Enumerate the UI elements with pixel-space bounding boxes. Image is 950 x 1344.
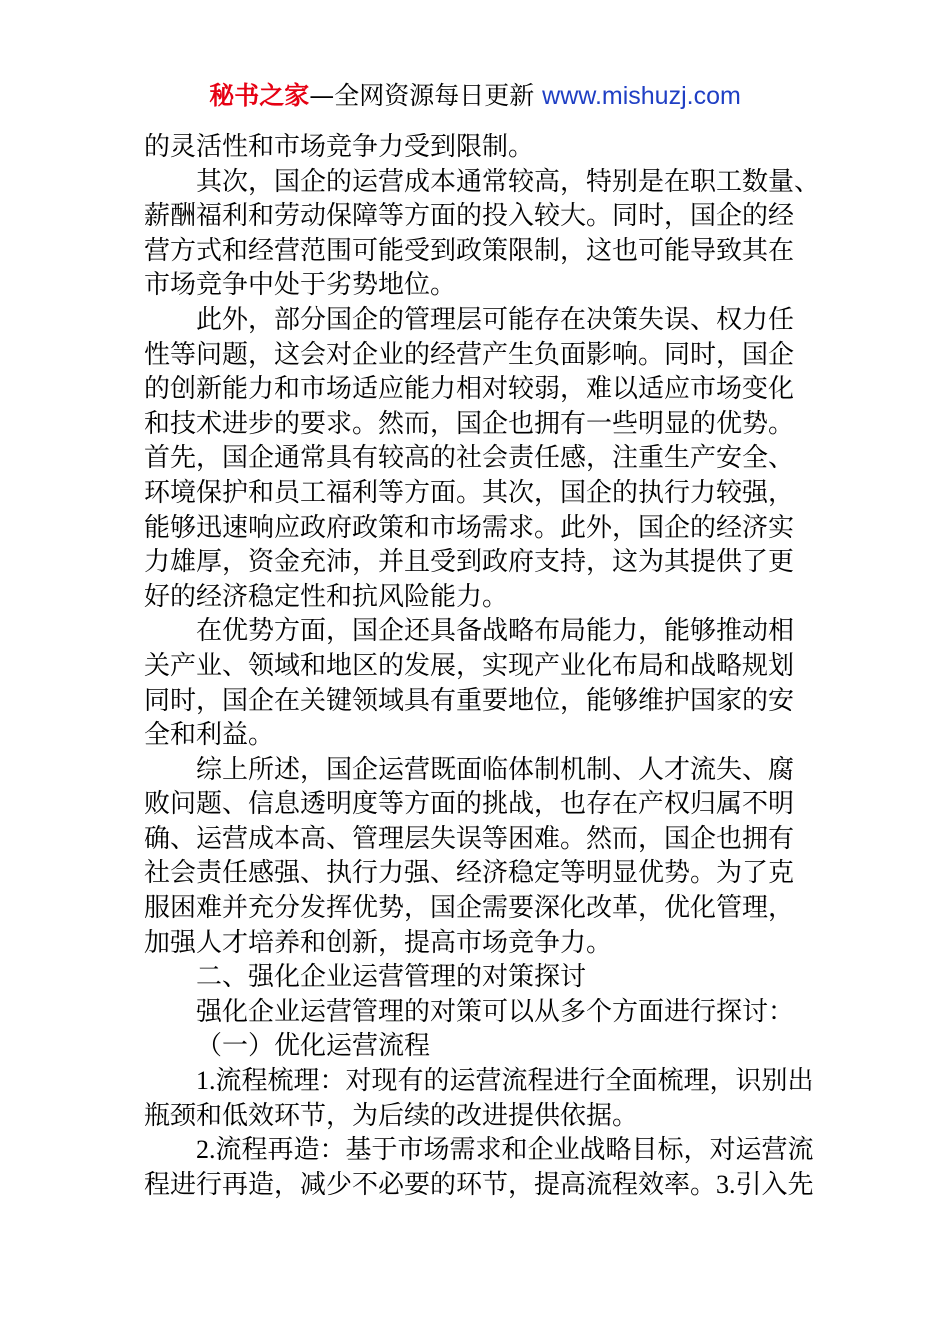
text-line: 薪酬福利和劳动保障等方面的投入较大。同时，国企的经 bbox=[144, 201, 795, 232]
text-line: 综上所述，国企运营既面临体制机制、人才流失、腐 bbox=[196, 754, 795, 785]
text-line: 首先，国企通常具有较高的社会责任感，注重生产安全、 bbox=[144, 443, 795, 474]
text-line: 全和利益。 bbox=[144, 720, 275, 751]
text-line: 败问题、信息透明度等方面的挑战，也存在产权归属不明 bbox=[144, 789, 795, 820]
text-line: 服困难并充分发挥优势，国企需要深化改革，优化管理， bbox=[144, 893, 795, 924]
text-line: 力雄厚，资金充沛，并且受到政府支持，这为其提供了更 bbox=[144, 547, 795, 578]
site-url-link[interactable]: www.mishuzj.com bbox=[542, 82, 741, 110]
site-header bbox=[0, 78, 950, 114]
item-text: 程进行再造，减少不必要的环节，提高流程效率。 bbox=[144, 1169, 717, 1200]
subsection-heading: （一）优化运营流程 bbox=[196, 1031, 431, 1062]
text-line: 瓶颈和低效环节，为后续的改进提供依据。 bbox=[144, 1100, 639, 1131]
document-body bbox=[144, 130, 821, 1202]
item-number: 3. bbox=[716, 1169, 736, 1199]
text-line: 环境保护和员工福利等方面。其次，国企的执行力较强， bbox=[144, 477, 795, 508]
text-line: 好的经济稳定性和抗风险能力。 bbox=[144, 581, 509, 612]
text-line: 加强人才培养和创新，提高市场竞争力。 bbox=[144, 927, 613, 958]
text-line: 关产业、领域和地区的发展，实现产业化布局和战略规划 bbox=[144, 650, 795, 681]
item-number: 2. bbox=[196, 1135, 216, 1165]
text-line: 性等问题，这会对企业的经营产生负面影响。同时，国企 bbox=[144, 339, 795, 370]
text-line: 同时，国企在关键领域具有重要地位，能够维护国家的安 bbox=[144, 685, 795, 716]
text-line: 其次，国企的运营成本通常较高，特别是在职工数量、 bbox=[196, 166, 821, 197]
text-line: 强化企业运营管理的对策可以从多个方面进行探讨： bbox=[196, 996, 795, 1027]
text-line bbox=[144, 1168, 816, 1203]
brand-name: 秘书之家 bbox=[209, 81, 310, 110]
text-line: 营方式和经营范围可能受到政策限制，这也可能导致其在 bbox=[144, 235, 795, 266]
item-number: 1. bbox=[196, 1066, 216, 1096]
text-line: 确、运营成本高、管理层失误等困难。然而，国企也拥有 bbox=[144, 823, 795, 854]
text-line: 和技术进步的要求。然而，国企也拥有一些明显的优势。 bbox=[144, 408, 795, 439]
text-line: 的创新能力和市场适应能力相对较弱，难以适应市场变化 bbox=[144, 374, 795, 405]
text-line: 此外，部分国企的管理层可能存在决策失误、权力任 bbox=[196, 304, 795, 335]
text-line: 社会责任感强、执行力强、经济稳定等明显优势。为了克 bbox=[144, 858, 795, 889]
header-tagline: —全网资源每日更新 bbox=[309, 81, 543, 110]
text-line: 的灵活性和市场竞争力受到限制。 bbox=[144, 132, 535, 162]
item-text: 引入先 bbox=[735, 1169, 814, 1200]
text-line: 市场竞争中处于劣势地位。 bbox=[144, 270, 457, 301]
text-line: 能够迅速响应政府政策和市场需求。此外，国企的经济实 bbox=[144, 512, 795, 543]
list-item-1 bbox=[144, 1064, 816, 1099]
item-text: 流程梳理：对现有的运营流程进行全面梳理，识别出 bbox=[215, 1066, 814, 1097]
item-text: 流程再造：基于市场需求和企业战略目标，对运营流 bbox=[215, 1135, 814, 1166]
list-item-2 bbox=[144, 1133, 816, 1168]
section-heading: 二、强化企业运营管理的对策探讨 bbox=[196, 962, 587, 993]
text-line: 在优势方面，国企还具备战略布局能力，能够推动相 bbox=[196, 616, 795, 647]
